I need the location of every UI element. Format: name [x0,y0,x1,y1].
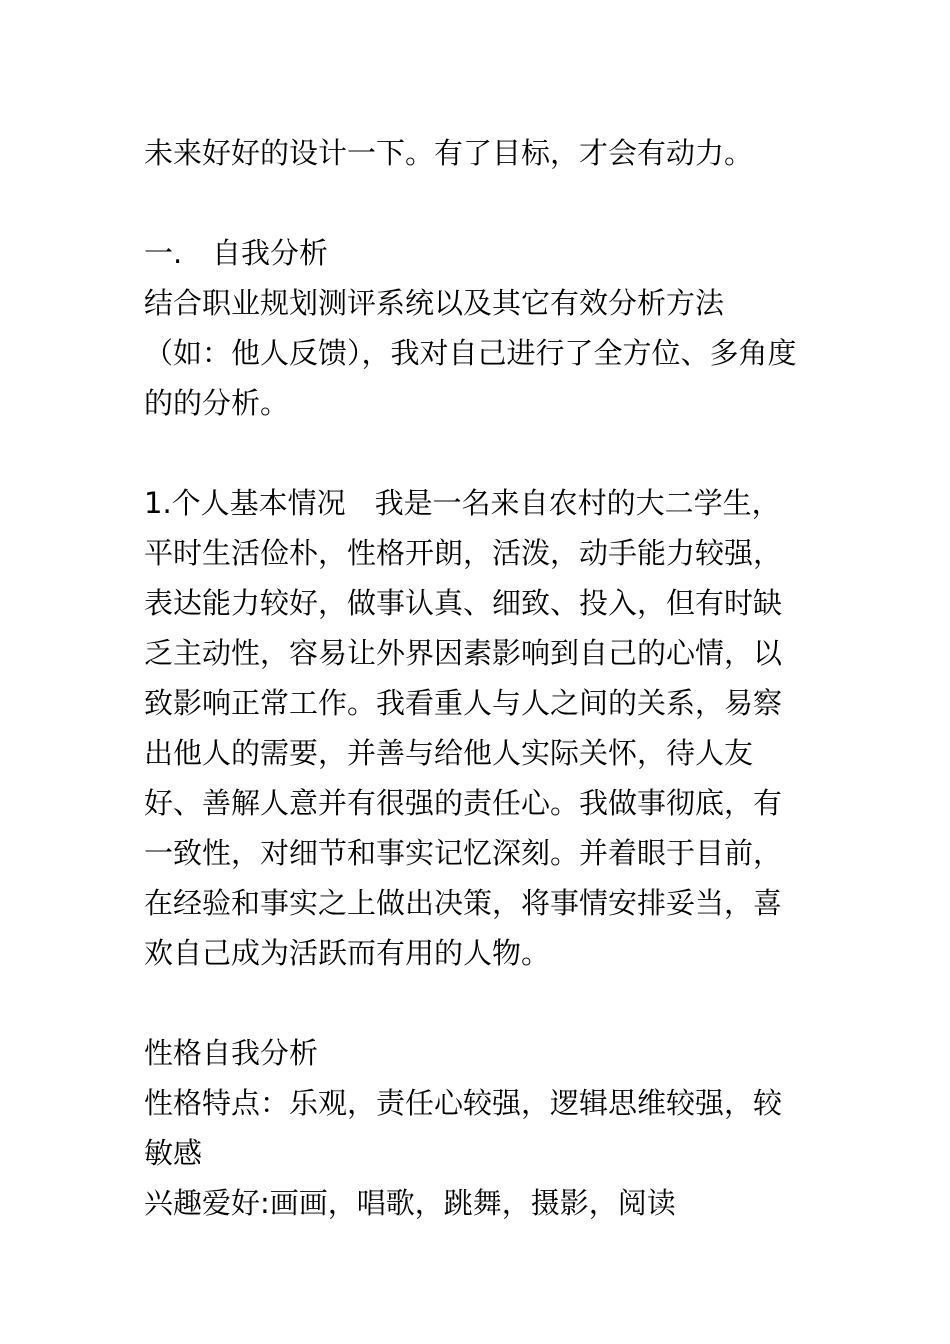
self-analysis-paragraph: 结合职业规划测评系统以及其它有效分析方法（如：他人反馈），我对自己进行了全方位、多角度的的分析。 [144,286,797,420]
paragraph-gap [144,178,808,228]
section-title: 自我分析 [212,236,329,270]
paragraph-gap [144,428,808,478]
basic-info-paragraph: 1.个人基本情况 我是一名来自农村的大二学生，平时生活俭朴，性格开朗，活泼，动手能力较强，表达能力较好，做事认真、细致、投入，但有时缺乏主动性，容易让外界因素影响到自己的心情，以致影响正常工作。我看重人与人之间的关系，易察出他人的需要，并善与给他人实际关怀，待人友好、善解人意并有很强的责任心。我做事彻底，有一致性，对细节和事实记忆深刻。并着眼于目前，在经验和事实之上做出决策，将事情安排妥当，喜欢自己成为活跃而有用的人物。 [144,486,783,970]
personality-traits: 性格特点：乐观，责任心较强，逻辑思维较强，较敏感 [144,1086,783,1170]
intro-line: 未来好好的设计一下。有了目标，才会有动力。 [144,136,754,170]
paragraph-gap [144,978,808,1028]
section-number: 一. [144,236,183,270]
personality-heading: 性格自我分析 [144,1036,319,1070]
section-heading [144,228,808,278]
document-body [144,128,808,1228]
hobbies-line: 兴趣爱好:画画，唱歌，跳舞，摄影，阅读 [144,1186,676,1220]
